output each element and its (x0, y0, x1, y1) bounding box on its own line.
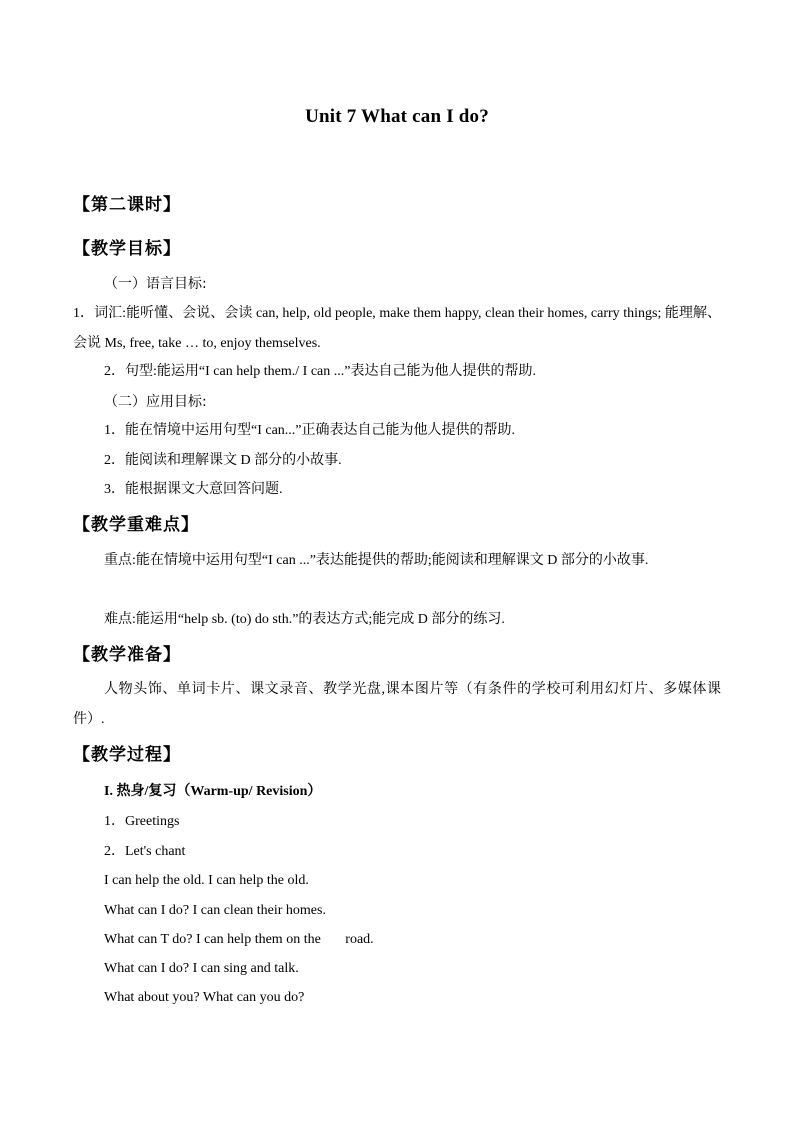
chant-line: What can I do? I can sing and talk. (104, 961, 299, 976)
process-chant: 2．Let's chant (104, 844, 186, 859)
chant-line: I can help the old. I can help the old. (104, 873, 309, 888)
preparation-text: 人物头饰、单词卡片、课文录音、教学光盘,课本图片等（有条件的学校可利用幻灯片、多媒体课件）. (73, 682, 721, 727)
chant-line: What can I do? I can clean their homes. (104, 903, 326, 918)
process-step1-title: I. 热身/复习（Warm-up/ Revision） (104, 784, 322, 799)
section-heading-lesson: 【第二课时】 (73, 195, 181, 215)
section-heading-process: 【教学过程】 (73, 745, 181, 765)
objective-sentence: 2．句型:能运用“I can help them./ I can ...”表达自己能为他人提供的帮助. (104, 364, 536, 379)
document-title: Unit 7 What can I do? (305, 106, 489, 127)
objective-application-1: 1．能在情境中运用句型“I can...”正确表达自己能为他人提供的帮助. (104, 423, 516, 438)
section-heading-key-points: 【教学重难点】 (73, 515, 199, 535)
section-heading-objectives: 【教学目标】 (73, 239, 181, 259)
objective-application-2: 2．能阅读和理解课文 D 部分的小故事. (104, 453, 342, 468)
chant-line: What can T do? I can help them on the road. (104, 932, 374, 947)
section-heading-preparation: 【教学准备】 (73, 645, 181, 665)
objective-vocabulary: 1．词汇:能听懂、会说、会读 can, help, old people, make them happy, clean their homes, carry things; 能理解、会说 Ms, free, take … to, enjoy themselves. (73, 306, 721, 351)
key-point-focus: 重点:能在情境中运用句型“I can ...”表达能提供的帮助;能阅读和理解课文 D 部分的小故事. (104, 553, 649, 568)
key-point-difficulty: 难点:能运用“help sb. (to) do sth.”的表达方式;能完成 D 部分的练习. (104, 612, 505, 627)
objective-language-title: （一）语言目标: (104, 276, 207, 292)
objective-application-3: 3．能根据课文大意回答问题. (104, 482, 283, 497)
process-greetings: 1．Greetings (104, 814, 180, 829)
chant-line: What about you? What can you do? (104, 990, 305, 1005)
objective-application-title: （二）应用目标: (104, 394, 207, 410)
